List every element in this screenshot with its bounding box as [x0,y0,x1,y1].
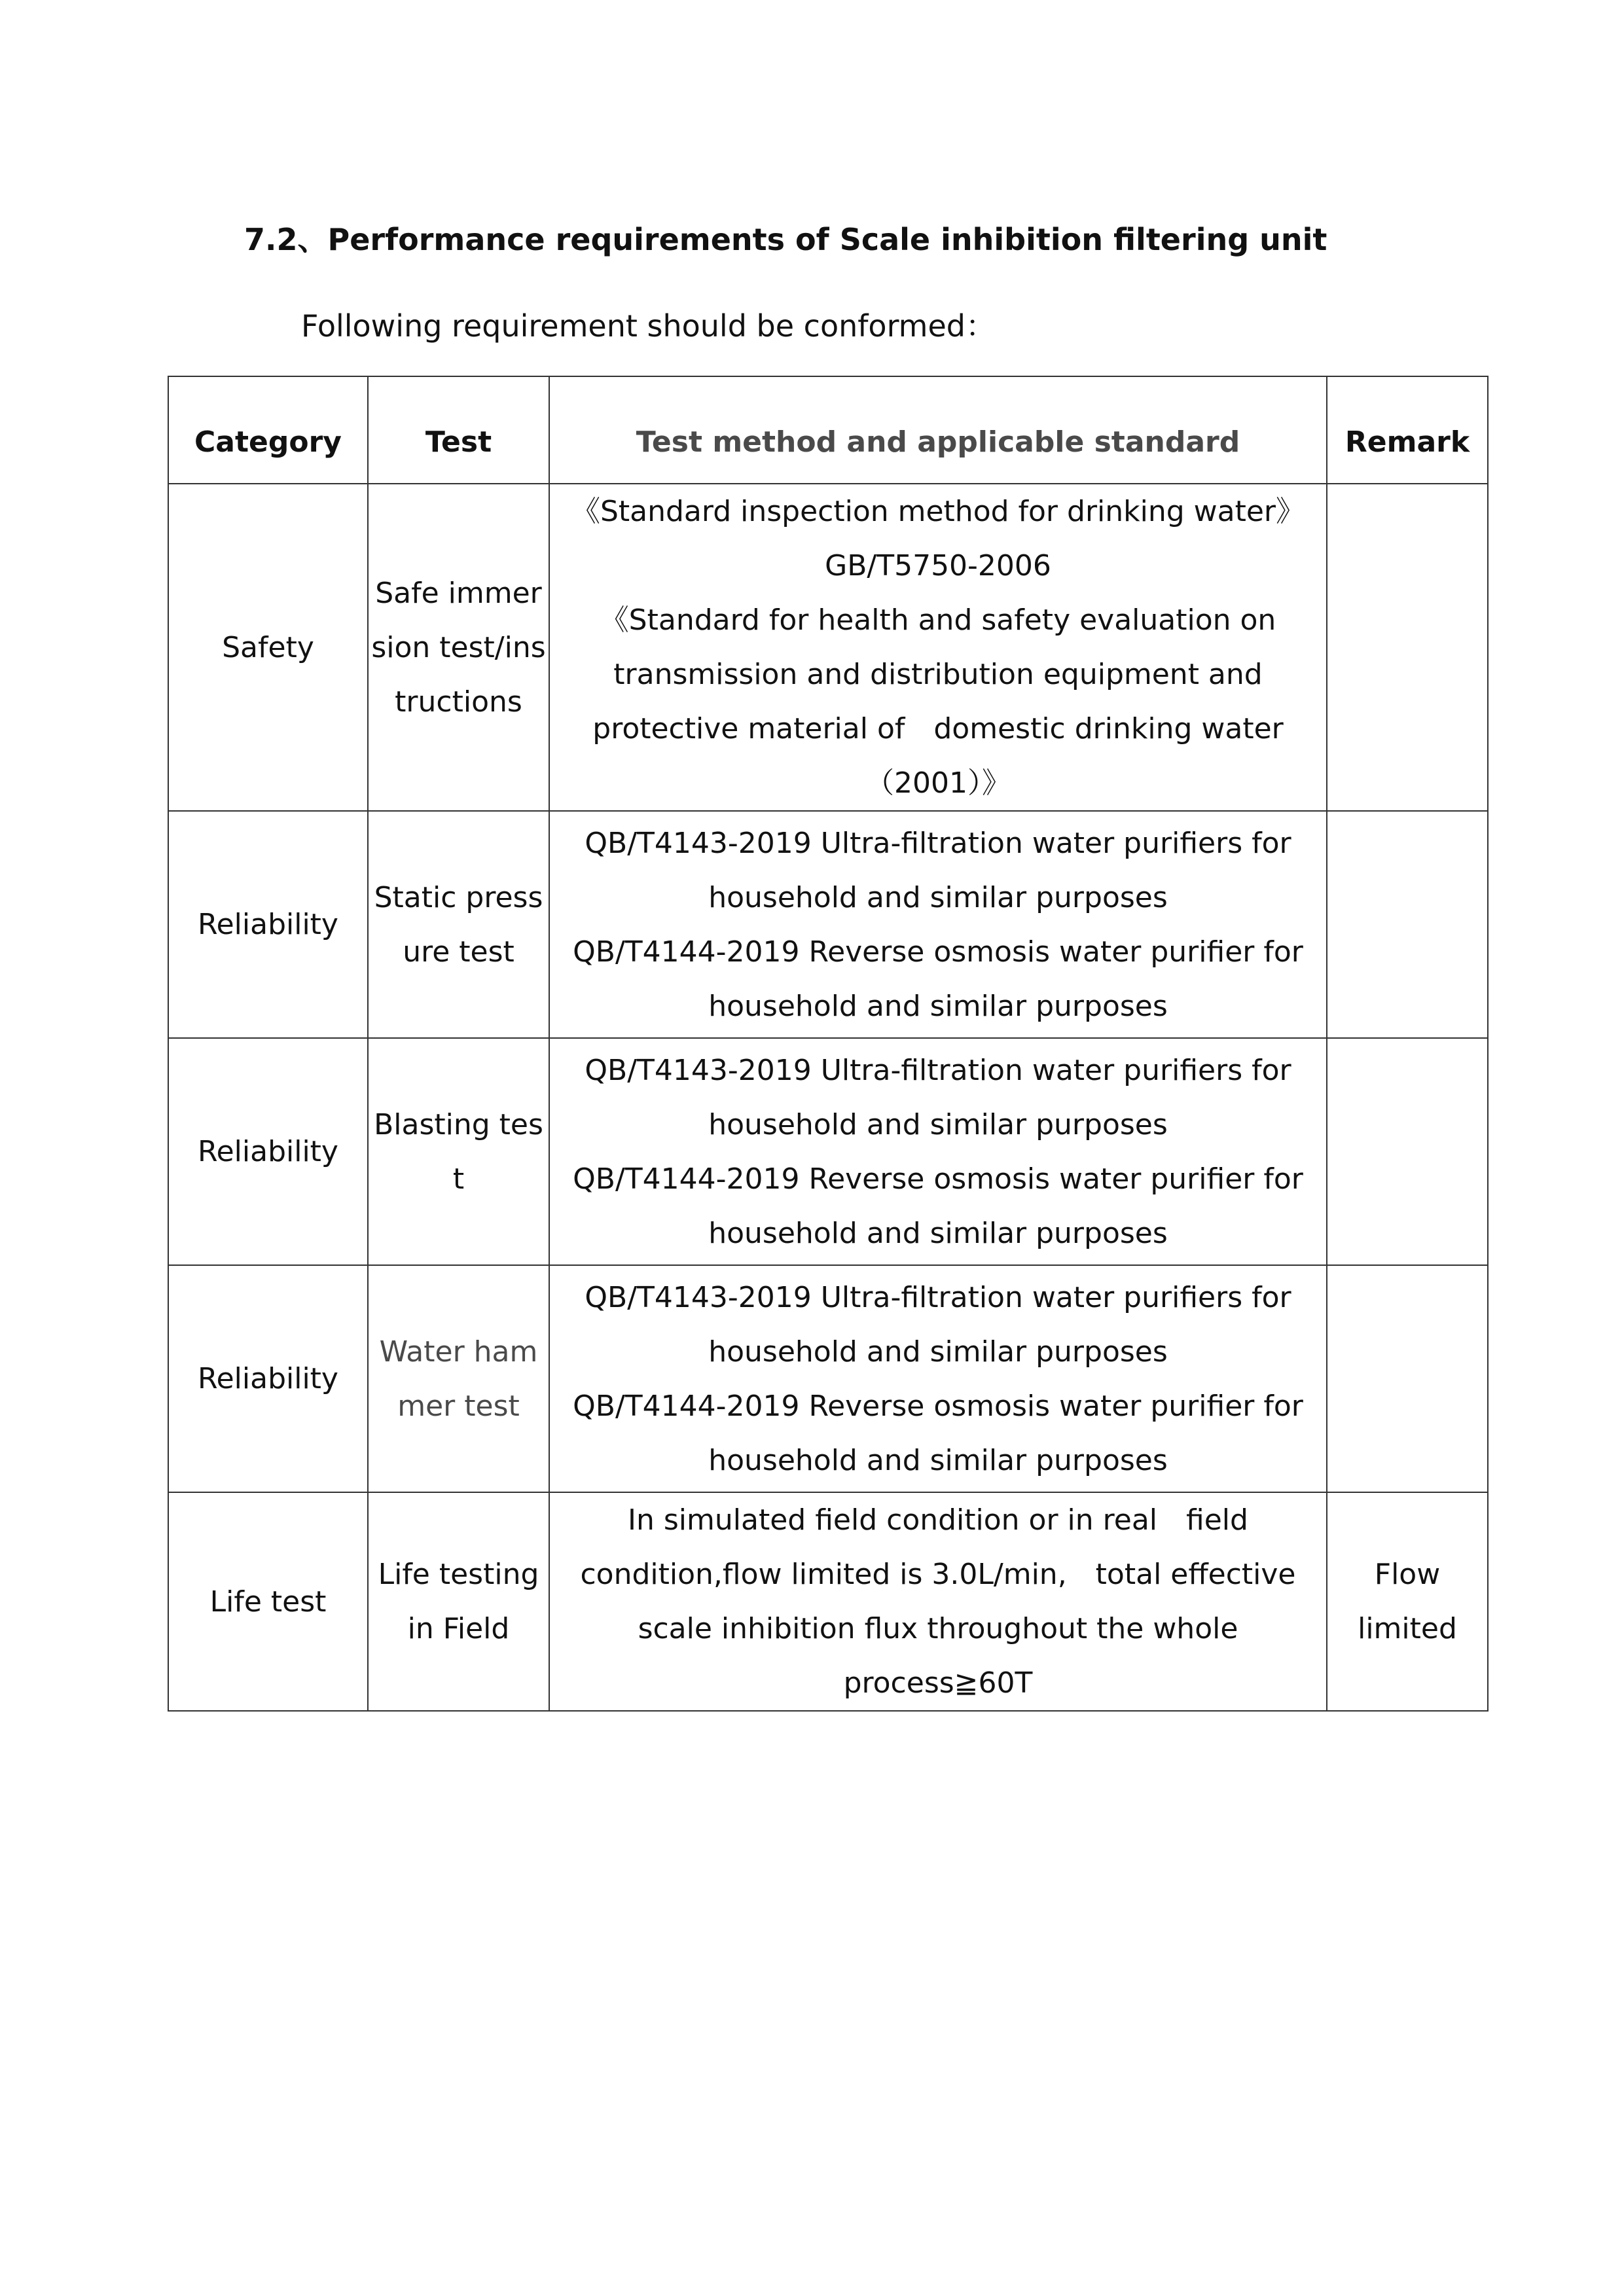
table-row [168,1038,1488,1265]
remark-cell [1327,484,1488,811]
category-cell: Reliability [168,811,368,1038]
category-cell: Reliability [168,1038,368,1265]
method-line: QB/T4144-2019 Reverse osmosis water purifier for household and similar purposes [573,935,1303,1023]
method-cell [549,1038,1327,1265]
test-cell: Static pressure test [368,811,549,1038]
method-line: QB/T4144-2019 Reverse osmosis water purifier for household and similar purposes [573,1162,1303,1250]
header-test: Test [368,376,549,484]
header-method: Test method and applicable standard [549,376,1327,484]
method-line: 《Standard for health and safety evaluation on transmission and distribution equipment and protective material of domestic drinking water（2001）》 [592,603,1284,800]
table-row [168,1492,1488,1711]
category-cell: Reliability [168,1265,368,1492]
remark-cell: Flow limited [1327,1492,1488,1711]
table-header-row [168,376,1488,484]
method-line: QB/T4144-2019 Reverse osmosis water purifier for household and similar purposes [573,1389,1303,1477]
table-row [168,811,1488,1038]
method-line: In simulated field condition or in real field condition,flow limited is 3.0L/min, total effective scale inhibition flux throughout the whole process≧60T [580,1503,1296,1700]
test-cell: Blasting test [368,1038,549,1265]
test-cell: Water hammer test [368,1265,549,1492]
category-cell: Safety [168,484,368,811]
table-row [168,484,1488,811]
header-category: Category [168,376,368,484]
method-line: QB/T4143-2019 Ultra-filtration water purifiers for household and similar purposes [585,1053,1291,1141]
method-cell [549,484,1327,811]
requirements-table [168,376,1489,1712]
test-cell: Safe immersion test/instructions [368,484,549,811]
intro-text: Following requirement should be conformed： [301,308,996,344]
method-line: QB/T4143-2019 Ultra-filtration water purifiers for household and similar purposes [585,826,1291,914]
remark-cell [1327,1038,1488,1265]
method-line: 《Standard inspection method for drinking water》 GB/T5750-2006 [571,495,1305,583]
section-heading: 7.2、Performance requirements of Scale inhibition filtering unit [244,222,1327,257]
header-remark: Remark [1327,376,1488,484]
table-row [168,1265,1488,1492]
method-cell [549,1265,1327,1492]
remark-cell [1327,811,1488,1038]
category-cell: Life test [168,1492,368,1711]
test-cell: Life testing in Field [368,1492,549,1711]
method-cell [549,811,1327,1038]
method-cell [549,1492,1327,1711]
method-line: QB/T4143-2019 Ultra-filtration water purifiers for household and similar purposes [585,1280,1291,1369]
remark-cell [1327,1265,1488,1492]
